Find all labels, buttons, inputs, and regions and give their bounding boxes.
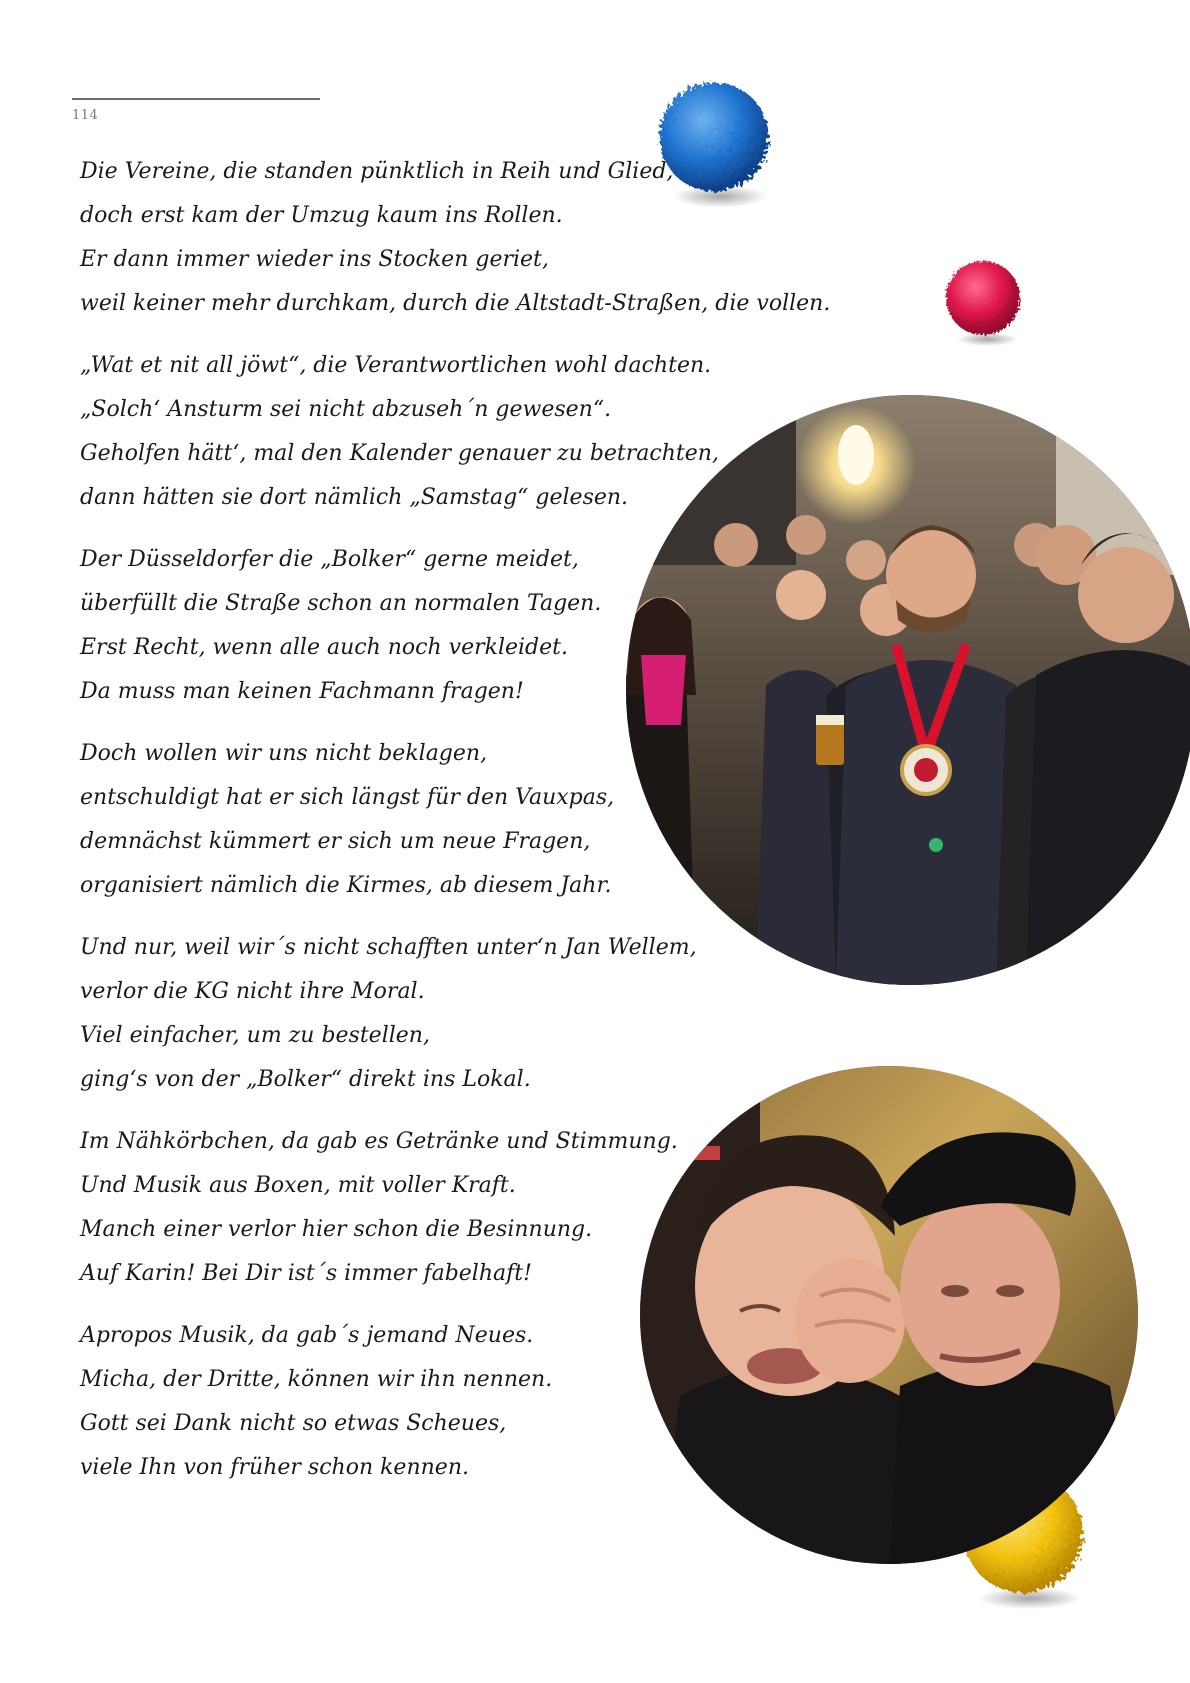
stanza [80, 344, 820, 520]
stanza [80, 732, 820, 908]
stanza [80, 150, 831, 326]
stanza [80, 1120, 820, 1296]
poem-line: Da muss man keinen Fachmann fragen! [80, 679, 524, 704]
poem-line: entschuldigt hat er sich längst für den Vauxpas, [80, 785, 615, 810]
poem-line: Micha, der Dritte, können wir ihn nennen. [80, 1367, 553, 1392]
poem-line: Im Nähkörbchen, da gab es Getränke und Stimmung. [80, 1129, 678, 1154]
stanza [80, 538, 820, 714]
poem-line: „Solch‘ Ansturm sei nicht abzuseh´n gewesen“. [80, 397, 612, 422]
poem-line: Viel einfacher, um zu bestellen, [80, 1023, 430, 1048]
poem-line: Erst Recht, wenn alle auch noch verkleidet. [80, 635, 568, 660]
poem-line: Er dann immer wieder ins Stocken geriet, [80, 247, 549, 272]
page-number: 114 [72, 108, 99, 123]
poem-line: Auf Karin! Bei Dir ist´s immer fabelhaft! [80, 1261, 532, 1286]
poem-line: Apropos Musik, da gab´s jemand Neues. [80, 1323, 534, 1348]
poem-line: demnächst kümmert er sich um neue Fragen, [80, 829, 591, 854]
stanza [80, 1314, 820, 1490]
poem-line: Die Vereine, die standen pünktlich in Reih und Glied, [80, 159, 674, 184]
poem-line: Doch wollen wir uns nicht beklagen, [80, 741, 488, 766]
poem-line: Und Musik aus Boxen, mit voller Kraft. [80, 1173, 516, 1198]
poem-line: dann hätten sie dort nämlich „Samstag“ gelesen. [80, 485, 629, 510]
poem-line: „Wat et nit all jöwt“, die Verantwortlichen wohl dachten. [80, 353, 712, 378]
red-pompom-icon [940, 255, 1026, 341]
header-rule [72, 98, 320, 100]
poem-line: überfüllt die Straße schon an normalen Tagen. [80, 591, 602, 616]
poem-line: verlor die KG nicht ihre Moral. [80, 979, 425, 1004]
poem-line: Manch einer verlor hier schon die Besinnung. [80, 1217, 593, 1242]
poem-line: Geholfen hätt‘, mal den Kalender genauer zu betrachten, [80, 441, 719, 466]
poem-line: weil keiner mehr durchkam, durch die Altstadt-Straßen, die vollen. [80, 291, 831, 316]
poem-line: viele Ihn von früher schon kennen. [80, 1455, 469, 1480]
poem-line: ging‘s von der „Bolker“ direkt ins Lokal. [80, 1067, 531, 1092]
poem-line: Und nur, weil wir´s nicht schafften unter‘n Jan Wellem, [80, 935, 697, 960]
poem-line: Der Düsseldorfer die „Bolker“ gerne meidet, [80, 547, 579, 572]
stanza [80, 926, 820, 1102]
poem-line: organisiert nämlich die Kirmes, ab diesem Jahr. [80, 873, 612, 898]
poem [80, 150, 831, 1508]
poem-line: doch erst kam der Umzug kaum ins Rollen. [80, 203, 563, 228]
poem-line: Gott sei Dank nicht so etwas Scheues, [80, 1411, 507, 1436]
